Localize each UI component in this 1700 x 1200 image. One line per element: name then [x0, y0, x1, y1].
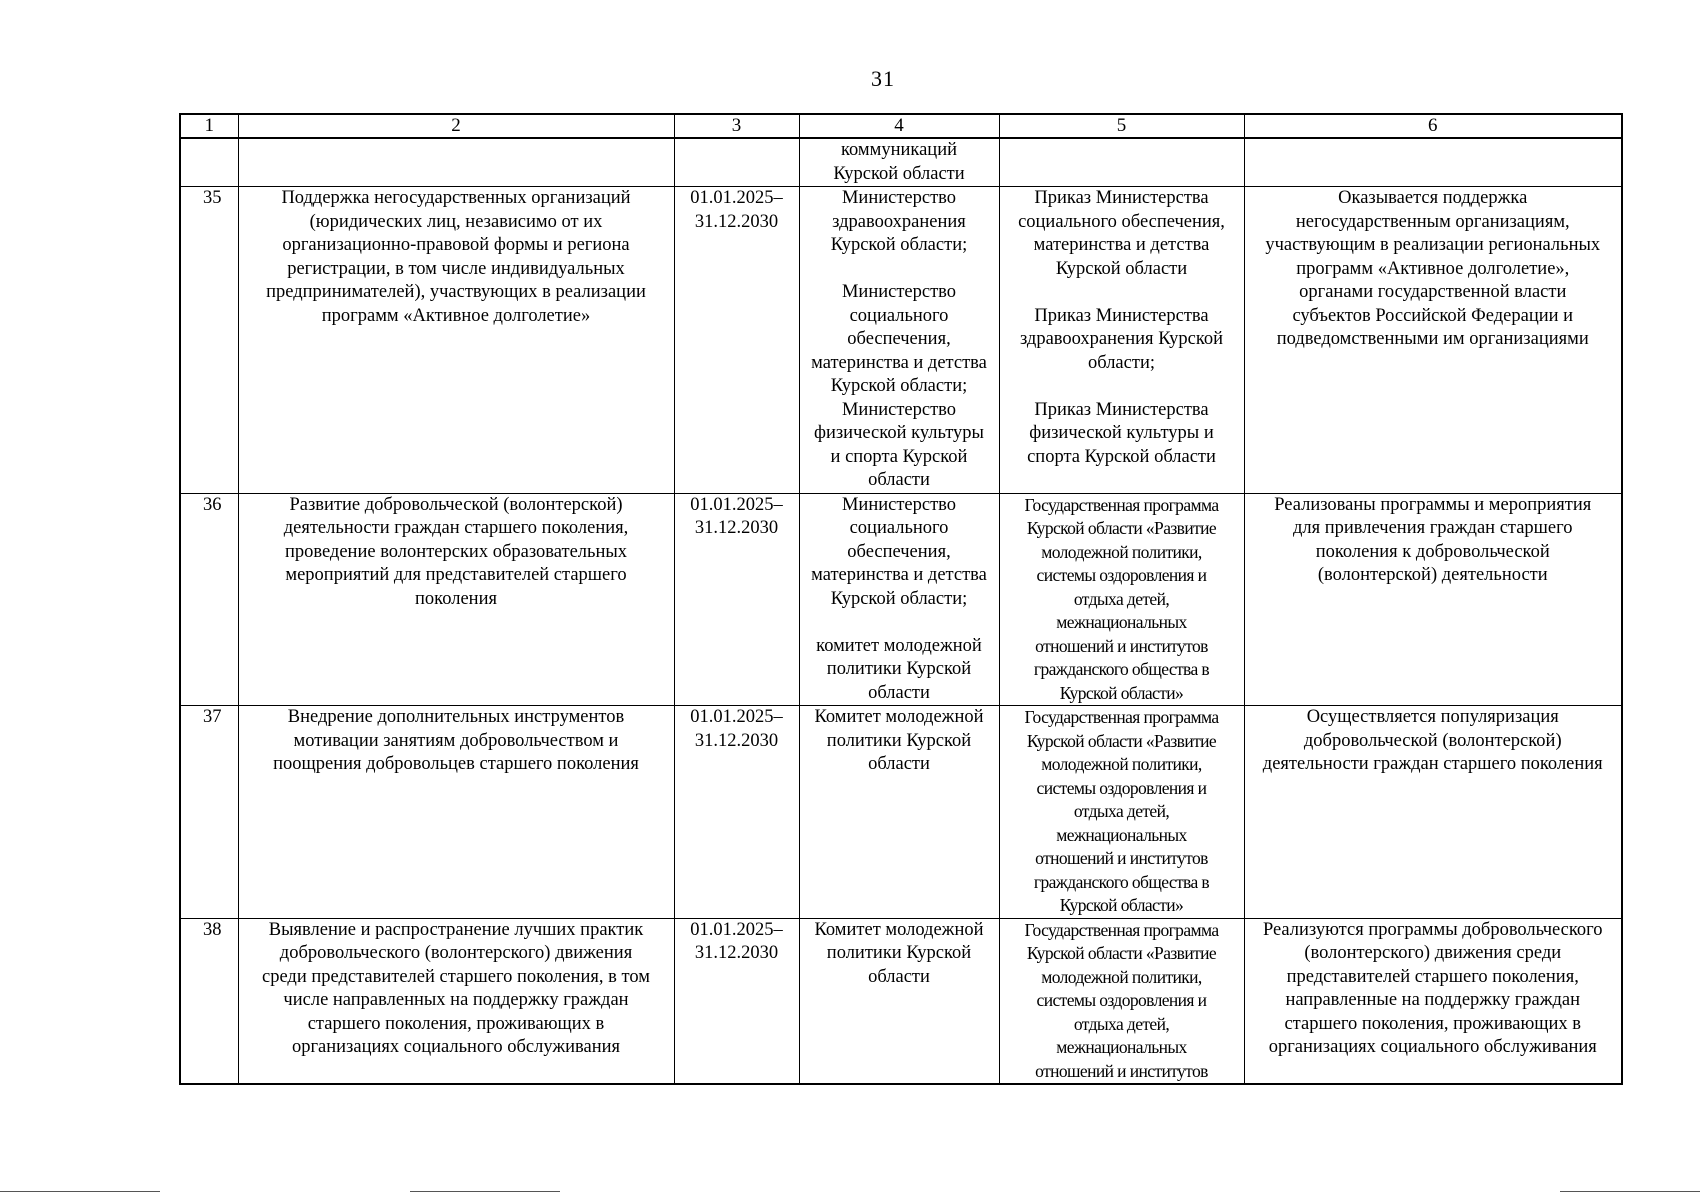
scan-artifact-line: [0, 1191, 160, 1192]
activity-cell: [238, 706, 674, 919]
header-col-5: 5: [999, 114, 1244, 138]
header-col-6: 6: [1244, 114, 1622, 138]
responsible-text: коммуникаций Курской области: [833, 140, 965, 184]
cell-number: [180, 138, 238, 187]
responsible-cell: [799, 706, 999, 919]
period-cell: [674, 187, 799, 494]
document-cell: [999, 706, 1244, 919]
activity-cell: [238, 493, 674, 706]
document-cell: [999, 918, 1244, 1084]
activity-text: Поддержка негосударственных организаций (юридических лиц, независимо от их организационно-правовой формы и региона регистрации, в том числе индивидуальных предпринимателей), участвующих в реализации программ «Активное долголетие»: [266, 188, 646, 326]
scan-artifact-line: [1560, 1191, 1700, 1192]
responsible-text: Комитет молодежной политики Курской области: [814, 919, 984, 987]
result-text: Реализованы программы и мероприятия для привлечения граждан старшего поколения к добровольческой (волонтерской) деятельности: [1274, 494, 1592, 585]
period-text: 01.01.2025– 31.12.2030: [690, 188, 783, 232]
document-text: Приказ Министерства социального обеспечения, материнства и детства Курской области Приказ Министерства здравоохранения Курской области; Приказ Министерства физической культуры и спорта Курской области: [1018, 188, 1225, 467]
page-number: 31: [871, 66, 895, 91]
cell-document: [999, 138, 1244, 187]
table-row: [180, 187, 1622, 494]
header-col-2: 2: [238, 114, 674, 138]
activity-text: Выявление и распространение лучших практик добровольческого (волонтерского) движения среди представителей старшего поколения, в том числе направленных на поддержку граждан старшего поколения, проживающих в организациях социального обслуживания: [262, 919, 650, 1057]
cell-responsible: [799, 138, 999, 187]
period-text: 01.01.2025– 31.12.2030: [690, 494, 783, 538]
result-text: Оказывается поддержка негосударственным организациям, участвующим в реализации региональных программ «Активное долголетие», органами государственной власти субъектов Российской Федерации и подведомственными им организациями: [1265, 188, 1601, 349]
activity-cell: [238, 187, 674, 494]
document-text: Государственная программа Курской области «Развитие молодежной политики, системы оздоровления и отдыха детей, межнациональных отношений и институтов: [1024, 919, 1219, 1081]
table-row: [180, 918, 1622, 1084]
responsible-text: Комитет молодежной политики Курской области: [814, 707, 984, 774]
result-cell: [1244, 706, 1622, 919]
document-cell: [999, 187, 1244, 494]
row-number: 37: [180, 706, 238, 919]
document-text: Государственная программа Курской области «Развитие молодежной политики, системы оздоровления и отдыха детей, межнациональных отношений и институтов гражданского общества в Курской области»: [1024, 707, 1219, 915]
period-text: 01.01.2025– 31.12.2030: [690, 707, 783, 751]
row-number: 35: [180, 187, 238, 494]
document-cell: [999, 493, 1244, 706]
result-text: Осуществляется популяризация добровольческой (волонтерской) деятельности граждан старшего поколения: [1262, 707, 1603, 774]
result-cell: [1244, 918, 1622, 1084]
cell-period: [674, 138, 799, 187]
period-cell: [674, 706, 799, 919]
period-cell: [674, 493, 799, 706]
row-number: 38: [180, 918, 238, 1084]
table-row: [180, 706, 1622, 919]
activity-text: Внедрение дополнительных инструментов мотивации занятиям добровольчеством и поощрения добровольцев старшего поколения: [273, 707, 639, 774]
header-col-1: 1: [180, 114, 238, 138]
table-row: [180, 493, 1622, 706]
header-col-3: 3: [674, 114, 799, 138]
cell-result: [1244, 138, 1622, 187]
responsible-cell: [799, 918, 999, 1084]
cell-activity: [238, 138, 674, 187]
responsible-cell: [799, 493, 999, 706]
result-cell: [1244, 187, 1622, 494]
table-header-row: [180, 114, 1622, 138]
header-col-4: 4: [799, 114, 999, 138]
responsible-text: Министерство социального обеспечения, материнства и детства Курской области; комитет молодежной политики Курской области: [811, 494, 987, 703]
period-text: 01.01.2025– 31.12.2030: [690, 919, 783, 963]
row-number: 36: [180, 493, 238, 706]
responsible-text: Министерство здравоохранения Курской области; Министерство социального обеспечения, материнства и детства Курской области; Министерство физической культуры и спорта Курской области: [811, 188, 987, 490]
measures-table: [179, 113, 1623, 1085]
result-cell: [1244, 493, 1622, 706]
period-cell: [674, 918, 799, 1084]
result-text: Реализуются программы добровольческого (волонтерского) движения среди представителей старшего поколения, направленные на поддержку граждан старшего поколения, проживающих в организациях социального обслуживания: [1262, 919, 1603, 1057]
activity-text: Развитие добровольческой (волонтерской) деятельности граждан старшего поколения, проведение волонтерских образовательных мероприятий для представителей старшего поколения: [283, 494, 629, 609]
document-text: Государственная программа Курской области «Развитие молодежной политики, системы оздоровления и отдыха детей, межнациональных отношений и институтов гражданского общества в Курской области»: [1024, 494, 1219, 703]
table-row-continuation: [180, 138, 1622, 187]
activity-cell: [238, 918, 674, 1084]
scan-artifact-line: [410, 1191, 560, 1192]
responsible-cell: [799, 187, 999, 494]
